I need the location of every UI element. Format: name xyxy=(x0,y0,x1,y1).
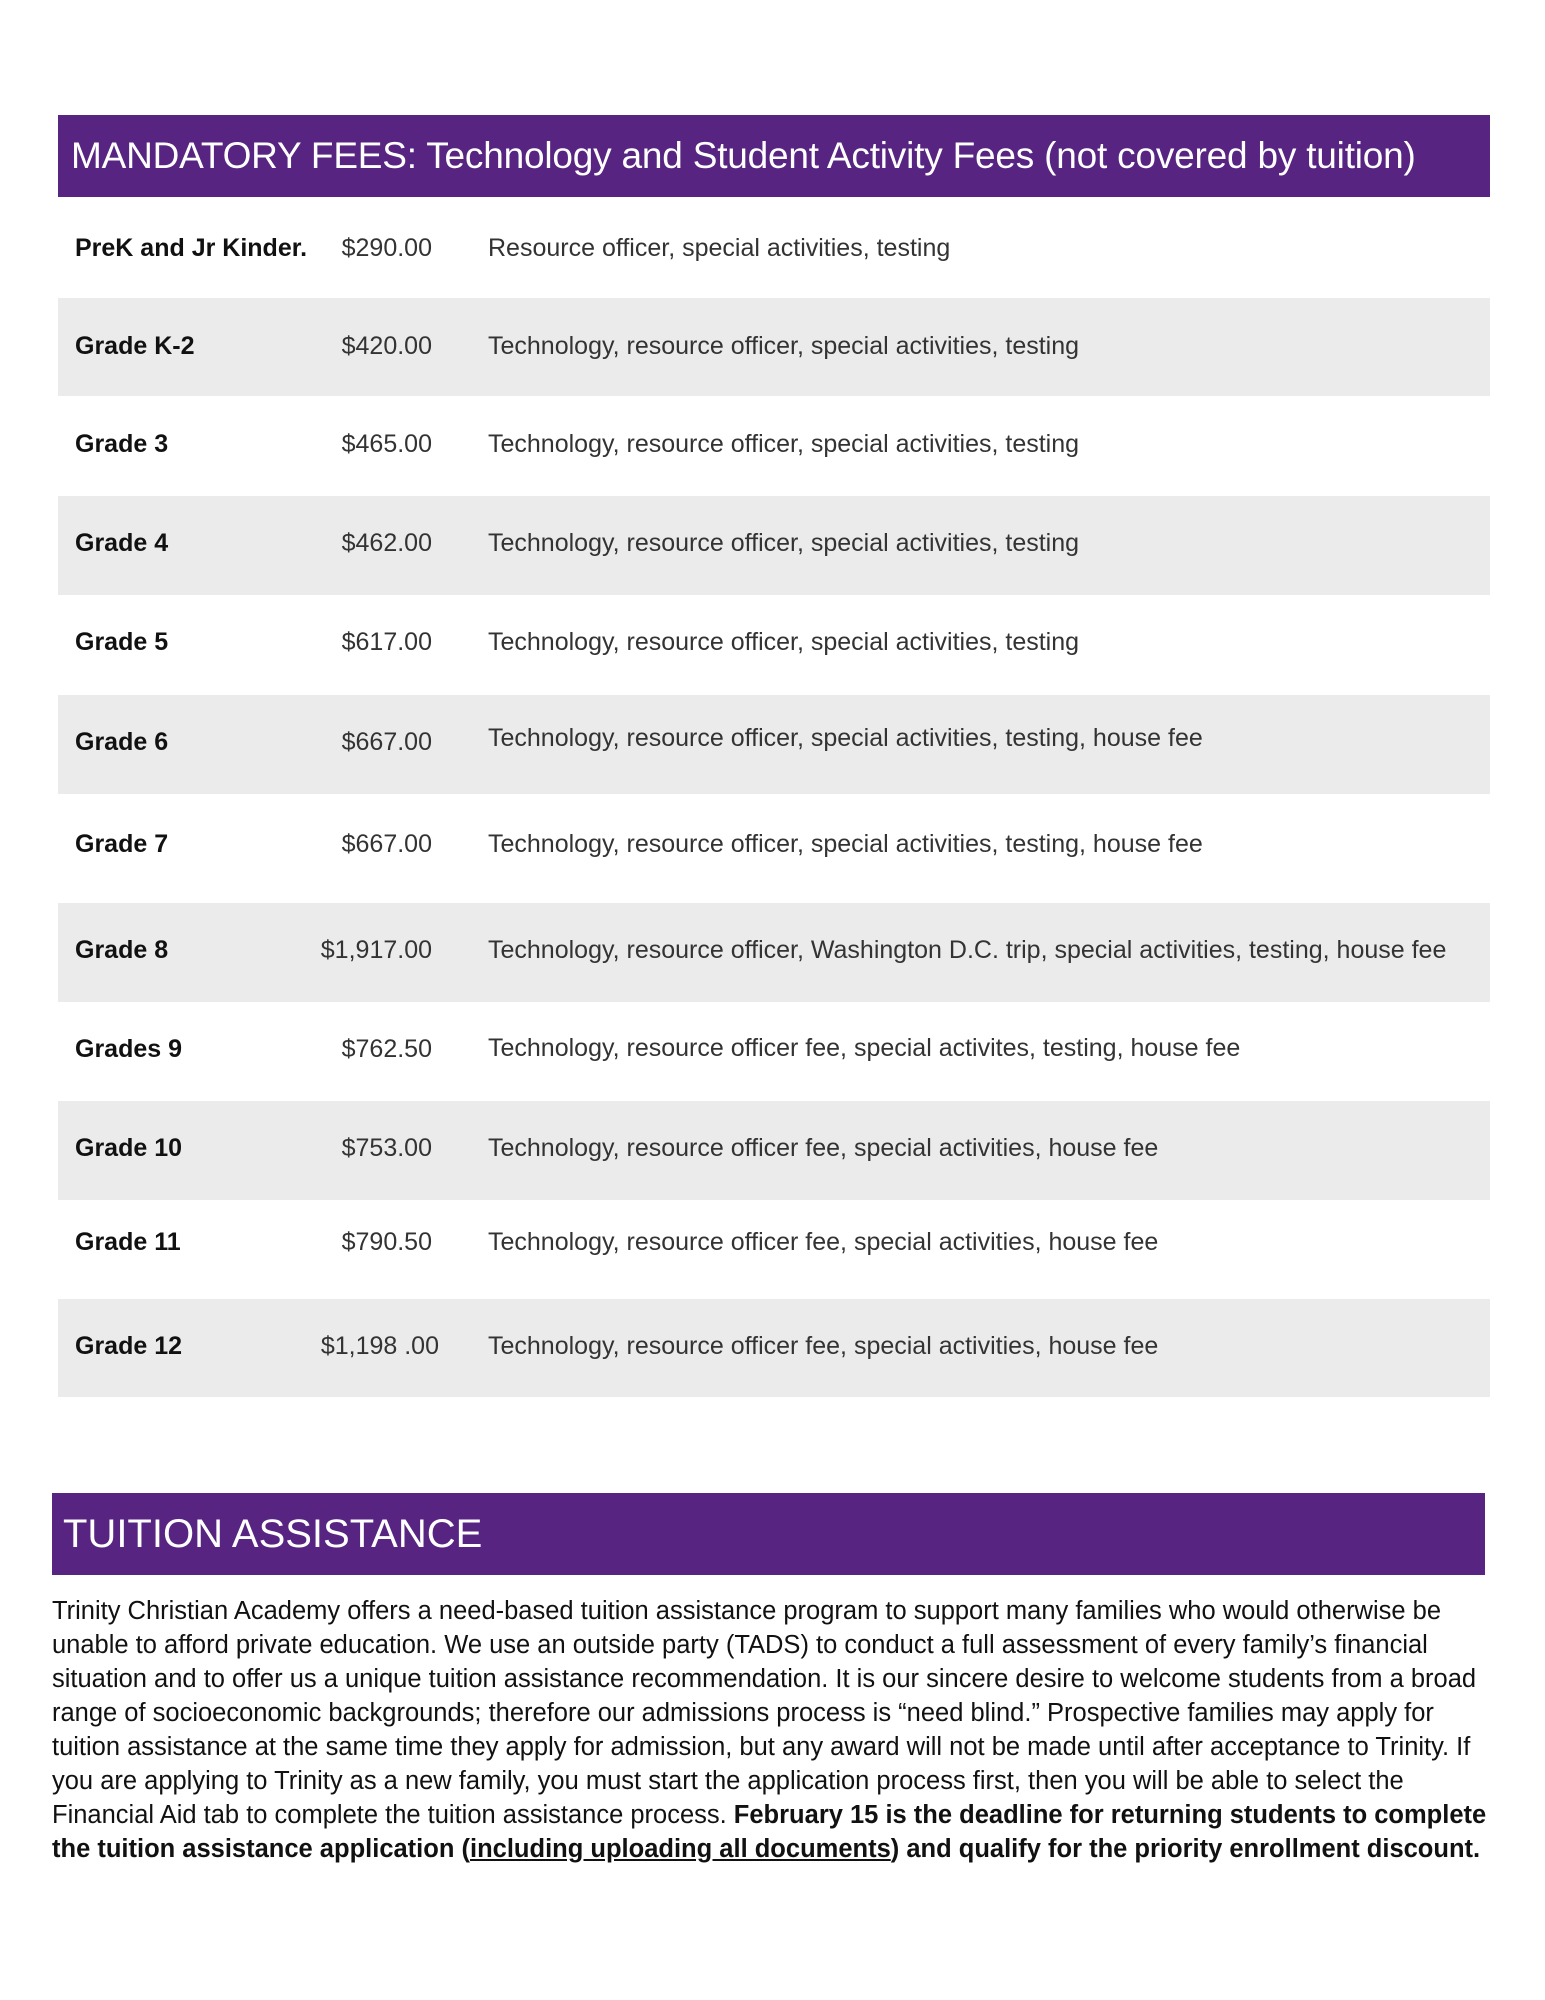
tuition-assistance-heading: TUITION ASSISTANCE xyxy=(52,1493,1485,1575)
grade-label: Grade 4 xyxy=(75,529,169,557)
grade-label: Grade 3 xyxy=(75,430,169,458)
table-row xyxy=(58,794,1490,903)
table-row xyxy=(58,496,1490,595)
fee-amount: $790.50 xyxy=(341,1228,432,1256)
upload-documents-note: including uploading all documents xyxy=(470,1835,891,1863)
grade-label: Grade 5 xyxy=(75,628,169,656)
table-row xyxy=(58,396,1490,496)
fee-amount: $762.50 xyxy=(341,1035,432,1063)
table-row xyxy=(58,298,1490,396)
table-row xyxy=(58,197,1490,298)
fee-amount: $667.00 xyxy=(341,830,432,858)
grade-label: PreK and Jr Kinder. xyxy=(75,234,308,262)
table-row xyxy=(58,903,1490,1002)
deadline-text: February 15 is the deadline for returning students to complete the tuition assistance application ( xyxy=(52,1801,1487,1863)
table-row xyxy=(58,1002,1490,1101)
grade-label: Grade 10 xyxy=(75,1134,183,1162)
table-row xyxy=(58,1101,1490,1200)
mandatory-fees-heading: MANDATORY FEES: Technology and Student Activity Fees (not covered by tuition) xyxy=(58,115,1490,197)
fees-table xyxy=(58,197,1490,1397)
fee-amount: $420.00 xyxy=(341,332,432,360)
grade-label: Grade 7 xyxy=(75,830,169,858)
table-row xyxy=(58,1200,1490,1299)
fee-description: Technology, resource officer, special activities, testing, house fee xyxy=(488,724,1203,752)
grade-label: Grade 6 xyxy=(75,728,169,756)
fee-description: Resource officer, special activities, testing xyxy=(488,234,951,262)
fee-amount: $465.00 xyxy=(341,430,432,458)
fee-amount: $462.00 xyxy=(341,529,432,557)
fee-description: Technology, resource officer fee, special activites, testing, house fee xyxy=(488,1034,1241,1062)
fee-description: Technology, resource officer fee, special activities, house fee xyxy=(488,1134,1159,1162)
fee-amount: $1,198 .00 xyxy=(320,1332,439,1360)
fee-description: Technology, resource officer, special activities, testing xyxy=(488,332,1080,360)
tuition-assistance-paragraph xyxy=(52,1594,1492,1866)
fee-amount: $1,917.00 xyxy=(320,936,432,964)
table-row xyxy=(58,695,1490,794)
fee-amount: $290.00 xyxy=(341,234,432,262)
fee-amount: $667.00 xyxy=(341,728,432,756)
fee-amount: $617.00 xyxy=(341,628,432,656)
fee-description: Technology, resource officer, special activities, testing, house fee xyxy=(488,830,1203,858)
grade-label: Grade 11 xyxy=(75,1228,181,1256)
grade-label: Grade K-2 xyxy=(75,332,195,360)
grade-label: Grade 12 xyxy=(75,1332,183,1360)
fee-description: Technology, resource officer, special activities, testing xyxy=(488,628,1080,656)
grade-label: Grades 9 xyxy=(75,1035,183,1063)
table-row xyxy=(58,1299,1490,1397)
fee-description: Technology, resource officer fee, special activities, house fee xyxy=(488,1332,1159,1360)
priority-discount-text: ) and qualify for the priority enrollment discount. xyxy=(890,1835,1481,1863)
table-row xyxy=(58,595,1490,695)
fee-description: Technology, resource officer fee, special activities, house fee xyxy=(488,1228,1159,1256)
assistance-body-text: Trinity Christian Academy offers a need-based tuition assistance program to support many families who would otherwise be unable to afford private education. We use an outside party (TADS) to conduct a full assessment of every family’s financial situation and to offer us a unique tuition assistance recommendation. It is our sincere desire to welcome students from a broad range of socioeconomic backgrounds; therefore our admissions process is “need blind.” Prospective families may apply for tuition assistance at the same time they apply for admission, but any award will not be made until after acceptance to Trinity. If you are applying to Trinity as a new family, you must start the application process first, then you will be able to select the Financial Aid tab to complete the tuition assistance process. xyxy=(52,1597,1477,1829)
grade-label: Grade 8 xyxy=(75,936,169,964)
fee-amount: $753.00 xyxy=(341,1134,432,1162)
fee-description: Technology, resource officer, special activities, testing xyxy=(488,529,1080,557)
fee-description: Technology, resource officer, special activities, testing xyxy=(488,430,1080,458)
fee-description: Technology, resource officer, Washington D.C. trip, special activities, testing, house fee xyxy=(488,936,1447,964)
